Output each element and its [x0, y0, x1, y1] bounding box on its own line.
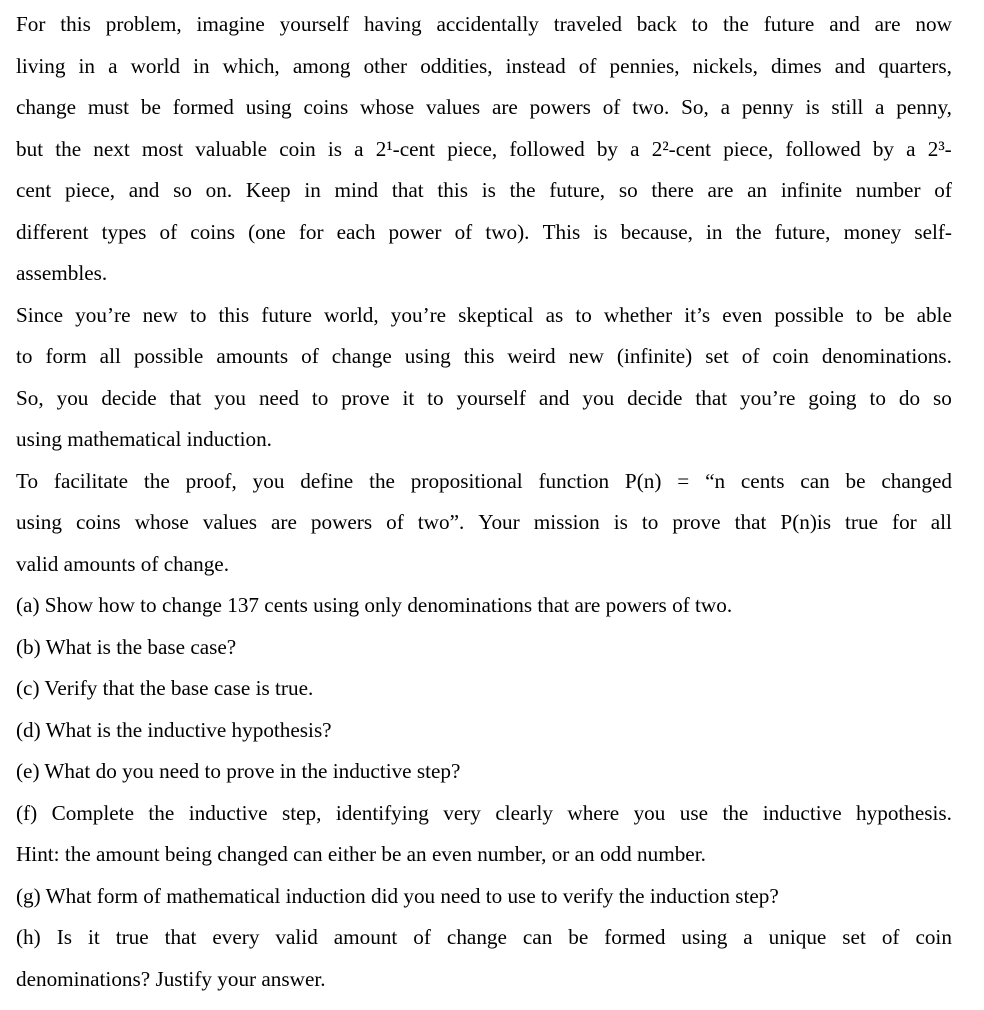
question-f	[16, 793, 952, 835]
word: going	[808, 385, 857, 410]
word: powers	[310, 510, 373, 534]
word: clearly	[495, 800, 553, 825]
word: you	[252, 468, 285, 493]
word: using	[245, 95, 292, 119]
word: of	[578, 53, 597, 78]
word: other	[363, 53, 408, 78]
word: decide	[627, 385, 683, 410]
word: yourself	[279, 12, 350, 36]
word: inductive	[188, 800, 268, 825]
word: To	[16, 468, 39, 493]
word: must	[87, 95, 130, 119]
text-line: valid amounts of change.	[16, 551, 229, 576]
word: So,	[681, 95, 709, 119]
word: of	[934, 178, 952, 202]
word: coins	[75, 510, 121, 534]
word: coin	[279, 136, 316, 161]
word: two).	[485, 219, 530, 244]
word: mission	[533, 510, 600, 534]
word: the	[735, 219, 762, 244]
word: accidentally	[436, 12, 539, 36]
word: true	[115, 925, 149, 949]
word: quarters,	[878, 53, 952, 78]
word: living	[16, 53, 66, 78]
word: can	[800, 468, 830, 493]
word: all	[99, 344, 121, 368]
word: piece,	[65, 178, 116, 202]
word: of	[602, 95, 621, 119]
text-line	[16, 461, 952, 503]
word: facilitate	[53, 468, 129, 493]
word: that	[169, 385, 202, 410]
word: new	[142, 302, 178, 327]
text-line	[16, 502, 952, 544]
word: be	[140, 95, 161, 119]
word: types	[101, 219, 147, 244]
word: For	[16, 12, 46, 36]
word: be	[568, 925, 589, 949]
word: are	[271, 510, 297, 534]
word: two”.	[417, 510, 465, 534]
question-b: (b) What is the base case?	[16, 634, 237, 659]
question-c: (c) Verify that the base case is true.	[16, 676, 314, 700]
word: the	[143, 468, 170, 493]
text-line	[16, 46, 952, 88]
word: (h)	[16, 925, 41, 949]
word: pennies,	[609, 53, 680, 78]
word: this	[218, 302, 250, 327]
word: whose	[134, 510, 189, 534]
word: it	[402, 385, 415, 410]
word: define	[300, 468, 354, 493]
question-h	[16, 917, 952, 959]
word: penny,	[896, 95, 952, 119]
word: the	[55, 136, 82, 161]
word: =	[677, 468, 690, 493]
word: this	[437, 178, 468, 202]
word: This	[542, 219, 581, 244]
word: 2²-cent	[651, 136, 712, 161]
text-line: denominations? Justify your answer.	[16, 966, 326, 991]
word: are	[707, 178, 734, 202]
word: this	[463, 344, 495, 368]
word: there	[651, 178, 694, 202]
word: change	[16, 95, 76, 119]
word: values	[202, 510, 257, 534]
word: do	[898, 385, 921, 410]
word: of	[159, 219, 178, 244]
word: to	[869, 385, 886, 410]
word: among	[292, 53, 351, 78]
text-line	[16, 336, 952, 378]
word: to	[189, 302, 207, 327]
word: and	[829, 12, 860, 36]
word: an	[747, 178, 768, 202]
hint-line: Hint: the amount being changed can either be an even number, or an odd number.	[16, 842, 706, 866]
text-line	[16, 87, 952, 129]
word: you’re	[740, 385, 796, 410]
word: “n	[705, 468, 726, 493]
word: cents	[740, 468, 785, 493]
word: So,	[16, 385, 44, 410]
word: number	[855, 178, 921, 202]
word: coins	[303, 95, 349, 119]
question-e: (e) What do you need to prove in the inductive step?	[16, 759, 461, 783]
word: be	[845, 468, 866, 493]
text-line: assembles.	[16, 261, 108, 285]
word: the	[722, 800, 749, 825]
word: and	[834, 53, 866, 78]
word: to	[16, 344, 33, 368]
word: of	[454, 219, 473, 244]
word: every	[212, 925, 260, 949]
word: is	[481, 178, 496, 202]
word: whose	[360, 95, 415, 119]
word: decide	[101, 385, 157, 410]
word: to	[855, 302, 873, 327]
word: coins	[190, 219, 235, 244]
word: future	[763, 12, 815, 36]
word: proof,	[185, 468, 237, 493]
word: Keep	[245, 178, 291, 202]
word: identifying	[335, 800, 429, 825]
word: valid	[275, 925, 318, 949]
word: mind	[334, 178, 379, 202]
word: is	[327, 136, 343, 161]
word: whether	[603, 302, 673, 327]
word: that	[695, 385, 728, 410]
word: values	[426, 95, 481, 119]
word: by	[596, 136, 619, 161]
word: power	[388, 219, 442, 244]
word: to	[691, 12, 709, 36]
word: future,	[774, 219, 831, 244]
word: you	[582, 385, 615, 410]
word: future,	[549, 178, 606, 202]
word: changed	[881, 468, 952, 493]
word: to	[311, 385, 329, 410]
word: of	[301, 344, 319, 368]
word: coin	[772, 344, 809, 368]
word: where	[567, 800, 620, 825]
word: all	[930, 510, 952, 534]
word: (f)	[16, 800, 38, 825]
word: very	[443, 800, 481, 825]
word: you	[56, 385, 89, 410]
word: the	[723, 12, 749, 36]
word: Your	[478, 510, 520, 534]
word: in	[78, 53, 96, 78]
word: having	[363, 12, 422, 36]
word: true	[845, 510, 878, 534]
word: you’re	[390, 302, 447, 327]
word: a	[354, 136, 364, 161]
word: function	[538, 468, 610, 493]
word: infinite	[780, 178, 843, 202]
word: and	[128, 178, 160, 202]
word: instead	[505, 53, 566, 78]
word: back	[636, 12, 677, 36]
word: to	[575, 302, 592, 327]
word: weird	[507, 344, 556, 368]
word: you	[633, 800, 666, 825]
word: in	[304, 178, 321, 202]
text-line	[16, 212, 952, 254]
word: next	[93, 136, 130, 161]
word: of	[881, 925, 900, 949]
word: on.	[205, 178, 233, 202]
word: P(n)is	[780, 510, 832, 534]
word: unique	[768, 925, 827, 949]
word: this	[60, 12, 91, 36]
word: it	[87, 925, 100, 949]
word: can	[522, 925, 553, 949]
word: a	[875, 95, 885, 119]
word: form	[45, 344, 87, 368]
word: using	[681, 925, 728, 949]
word: different	[16, 219, 89, 244]
text-line	[16, 129, 952, 171]
question-a: (a) Show how to change 137 cents using only denominations that are powers of two.	[16, 593, 733, 617]
word: future	[261, 302, 312, 327]
text-line	[16, 295, 952, 337]
word: as	[545, 302, 564, 327]
word: the	[369, 468, 395, 493]
word: problem,	[105, 12, 182, 36]
word: dimes	[770, 53, 822, 78]
word: using	[16, 510, 62, 534]
word: now	[915, 12, 952, 36]
word: a	[743, 925, 753, 949]
word: followed	[785, 136, 861, 161]
question-d: (d) What is the inductive hypothesis?	[16, 717, 332, 742]
word: propositional	[410, 468, 523, 493]
word: using	[404, 344, 451, 368]
word: Since	[16, 302, 64, 327]
word: hypothesis.	[856, 800, 952, 825]
word: prove	[672, 510, 721, 534]
word: that	[734, 510, 767, 534]
word: for	[298, 219, 324, 244]
word: formed	[604, 925, 666, 949]
word: followed	[509, 136, 585, 161]
word: denominations.	[821, 344, 952, 368]
word: so	[618, 178, 638, 202]
word: is	[613, 510, 628, 534]
word: money	[843, 219, 902, 244]
word: world,	[323, 302, 379, 327]
word: still	[831, 95, 864, 119]
question-g: (g) What form of mathematical induction did you need to use to verify the induction step?	[16, 883, 779, 908]
word: set	[705, 344, 729, 368]
word: P(n)	[624, 468, 662, 493]
word: of	[413, 925, 431, 949]
word: yourself	[456, 385, 526, 410]
word: set	[842, 925, 866, 949]
word: possible	[774, 302, 844, 327]
word: two.	[632, 95, 670, 119]
text-line: using mathematical induction.	[16, 427, 272, 451]
word: step,	[281, 800, 322, 825]
word: cent	[16, 178, 52, 202]
word: possible	[133, 344, 204, 368]
word: valuable	[195, 136, 268, 161]
word: world	[130, 53, 181, 78]
word: of	[741, 344, 760, 368]
word: formed	[172, 95, 234, 119]
text-line	[16, 170, 952, 212]
word: is	[593, 219, 608, 244]
word: a	[906, 136, 916, 161]
word: but	[16, 136, 44, 161]
word: change	[331, 344, 392, 368]
word: to	[641, 510, 659, 534]
word: Complete	[51, 800, 134, 825]
word: change	[446, 925, 507, 949]
word: amount	[333, 925, 398, 949]
word: traveled	[553, 12, 622, 36]
word: the	[509, 178, 536, 202]
word: each	[336, 219, 376, 244]
word: so	[173, 178, 192, 202]
word: piece,	[447, 136, 498, 161]
word: you	[214, 385, 247, 410]
word: be	[884, 302, 905, 327]
word: are	[874, 12, 901, 36]
word: of	[386, 510, 404, 534]
word: it’s	[684, 302, 711, 327]
text-line	[16, 378, 952, 420]
word: (one	[248, 219, 286, 244]
word: for	[892, 510, 917, 534]
word: a	[108, 53, 118, 78]
word: which,	[222, 53, 280, 78]
text-line	[16, 4, 952, 46]
word: in	[706, 219, 723, 244]
word: imagine	[196, 12, 265, 36]
word: to	[427, 385, 444, 410]
word: penny	[741, 95, 794, 119]
word: coin	[915, 925, 952, 949]
word: most	[141, 136, 184, 161]
word: skeptical	[458, 302, 534, 327]
word: powers	[529, 95, 591, 119]
word: so	[932, 385, 952, 410]
word: inductive	[762, 800, 842, 825]
word: you’re	[75, 302, 131, 327]
word: that	[164, 925, 197, 949]
word: are	[491, 95, 518, 119]
word: amounts	[216, 344, 289, 368]
word: a	[630, 136, 640, 161]
word: even	[722, 302, 763, 327]
word: a	[720, 95, 731, 119]
word: (infinite)	[616, 344, 693, 368]
word: 2³-	[927, 136, 952, 161]
word: that	[391, 178, 424, 202]
word: able	[916, 302, 952, 327]
word: oddities,	[420, 53, 493, 78]
word: is	[805, 95, 820, 119]
word: 2¹-cent	[375, 136, 436, 161]
word: use	[679, 800, 709, 825]
word: and	[538, 385, 570, 410]
word: prove	[341, 385, 390, 410]
word: Is	[56, 925, 72, 949]
word: new	[568, 344, 604, 368]
word: because,	[620, 219, 693, 244]
word: piece,	[723, 136, 774, 161]
word: by	[872, 136, 895, 161]
word: nickels,	[692, 53, 758, 78]
word: the	[148, 800, 175, 825]
word: in	[193, 53, 210, 78]
word: need	[258, 385, 299, 410]
word: self-	[914, 219, 952, 244]
